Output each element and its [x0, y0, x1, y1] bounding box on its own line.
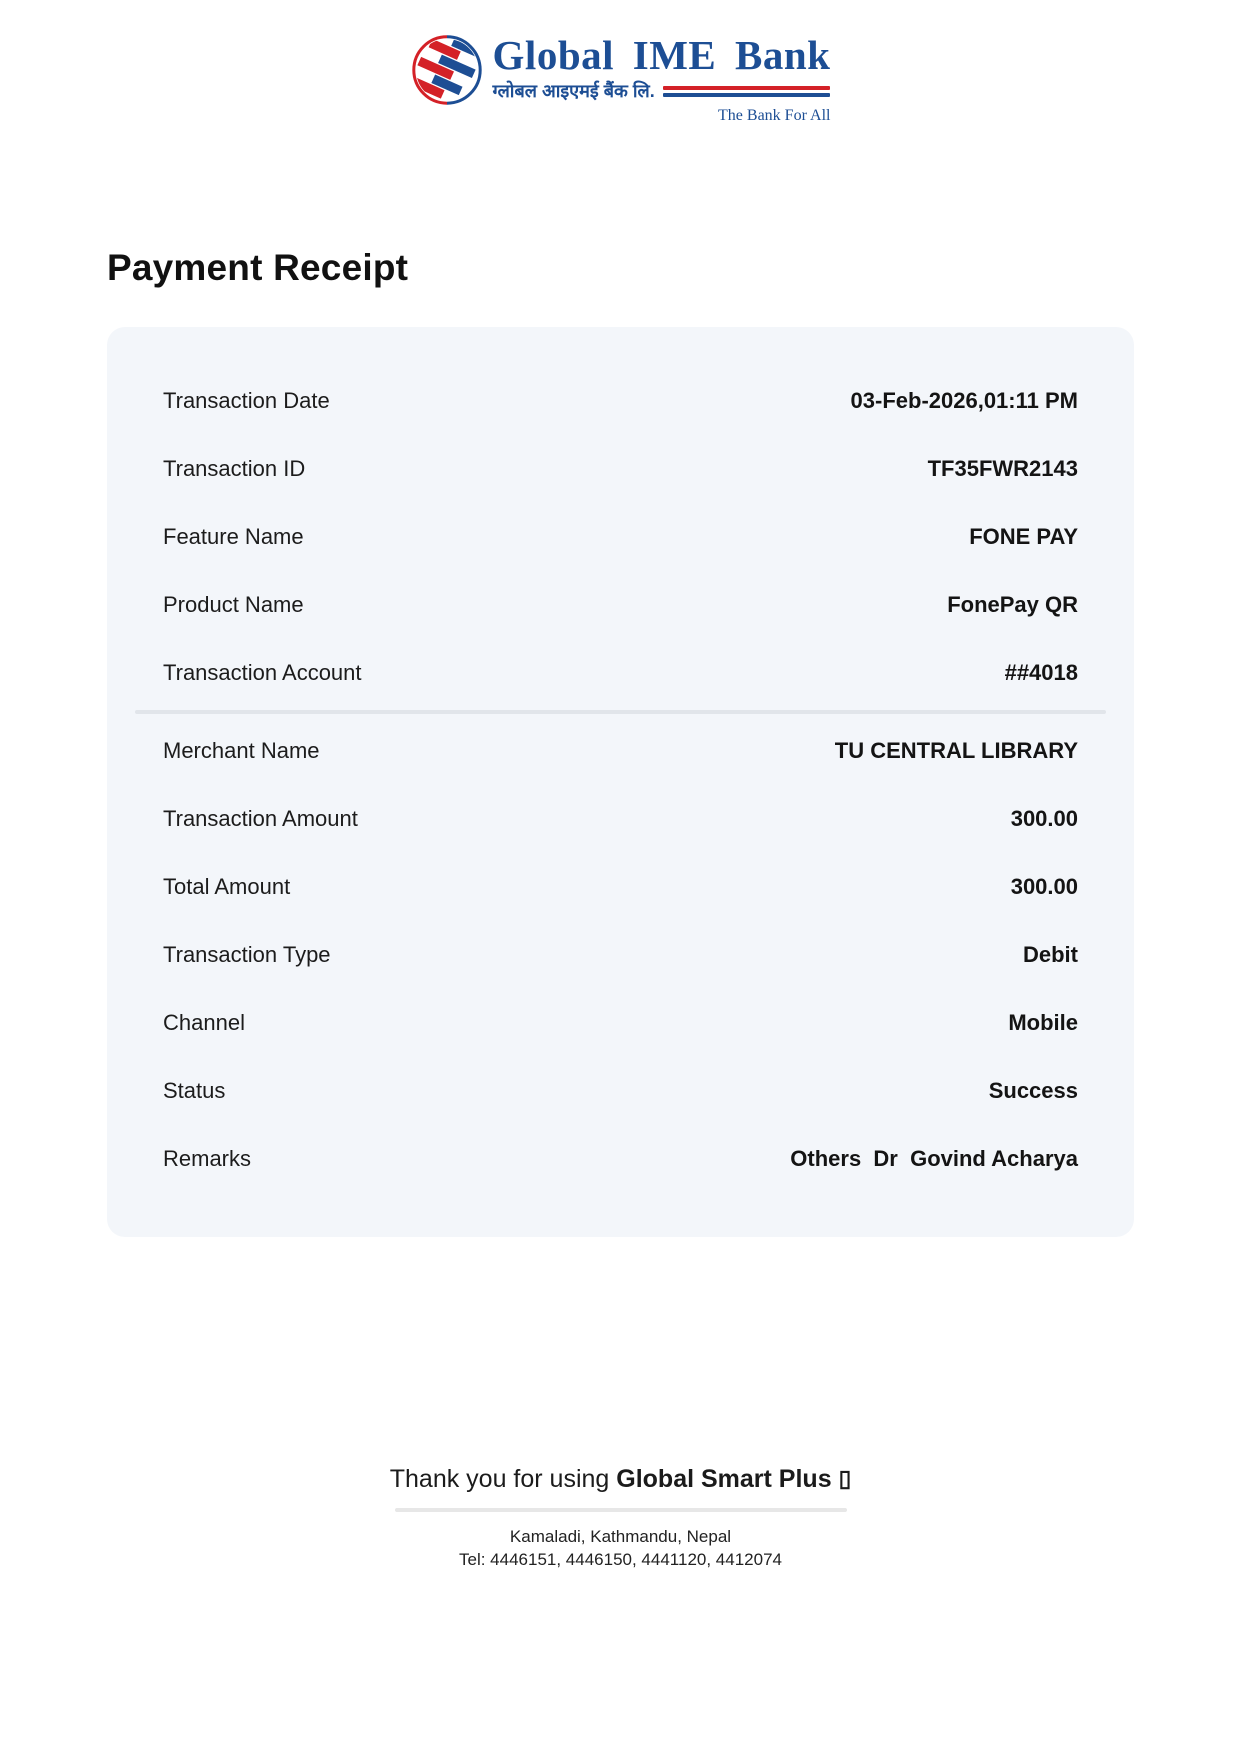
receipt-row — [163, 785, 1078, 853]
page-title: Payment Receipt — [107, 247, 409, 289]
receipt-row — [163, 367, 1078, 435]
receipt-row-value: Debit — [1023, 942, 1078, 968]
receipt-row-value: Mobile — [1008, 1010, 1078, 1036]
bank-logo — [411, 34, 831, 125]
receipt-row-value: TF35FWR2143 — [927, 456, 1078, 482]
receipt-row — [163, 503, 1078, 571]
receipt-row-label: Transaction Type — [163, 942, 331, 968]
bank-logo-mark-icon — [411, 34, 483, 106]
receipt-row-label: Status — [163, 1078, 226, 1104]
receipt-row-label: Transaction Amount — [163, 806, 358, 832]
receipt-row-label: Total Amount — [163, 874, 291, 900]
receipt-row-value: 300.00 — [1010, 874, 1078, 900]
logo-underline-bars — [663, 86, 831, 97]
receipt-row — [163, 717, 1078, 785]
receipt-row-label: Remarks — [163, 1146, 252, 1172]
footer-divider — [395, 1508, 847, 1512]
receipt-row-value: 03-Feb-2026,01:11 PM — [850, 388, 1078, 414]
receipt-row — [163, 571, 1078, 639]
bank-name-nepali: ग्लोबल आइएमई बैंक लि. — [492, 81, 655, 102]
receipt-row-label: Product Name — [163, 592, 304, 618]
receipt-row-label: Merchant Name — [163, 738, 320, 764]
footer — [0, 1465, 1241, 1572]
receipt-row-label: Transaction ID — [163, 456, 306, 482]
receipt-row-value: TU CENTRAL LIBRARY — [834, 738, 1078, 764]
thank-you-prefix: Thank you for using — [389, 1465, 617, 1494]
receipt-row-label: Feature Name — [163, 524, 304, 550]
bank-tagline: The Bank For All — [718, 107, 831, 125]
receipt-row — [163, 1125, 1078, 1193]
header — [0, 0, 1241, 125]
missing-glyph-icon: ▯ — [838, 1465, 852, 1492]
thank-you-text — [390, 1465, 851, 1494]
bank-telephone: Tel: 4446151, 4446150, 4441120, 4412074 — [459, 1549, 782, 1569]
receipt-row — [163, 435, 1078, 503]
receipt-row — [163, 639, 1078, 707]
bank-name: Global IME Bank — [492, 32, 831, 78]
receipt-row-value: Others Dr Govind Acharya — [790, 1146, 1078, 1172]
receipt-row-value: FonePay QR — [947, 592, 1078, 618]
receipt-row — [163, 921, 1078, 989]
receipt-row-label: Transaction Account — [163, 660, 362, 686]
bank-logo-text — [493, 34, 831, 125]
section-divider — [135, 710, 1106, 714]
app-brand-name: Global Smart Plus — [616, 1465, 832, 1494]
receipt-row-value: FONE PAY — [969, 524, 1078, 550]
receipt-row — [163, 1057, 1078, 1125]
receipt-row — [163, 853, 1078, 921]
receipt-row-label: Channel — [163, 1010, 245, 1036]
receipt-row — [163, 989, 1078, 1057]
receipt-card — [107, 327, 1134, 1237]
receipt-row-value: ##4018 — [1004, 660, 1078, 686]
receipt-row-value: 300.00 — [1010, 806, 1078, 832]
receipt-row-value: Success — [988, 1078, 1078, 1104]
bank-address: Kamaladi, Kathmandu, Nepal — [509, 1527, 732, 1547]
receipt-row-label: Transaction Date — [163, 388, 330, 414]
